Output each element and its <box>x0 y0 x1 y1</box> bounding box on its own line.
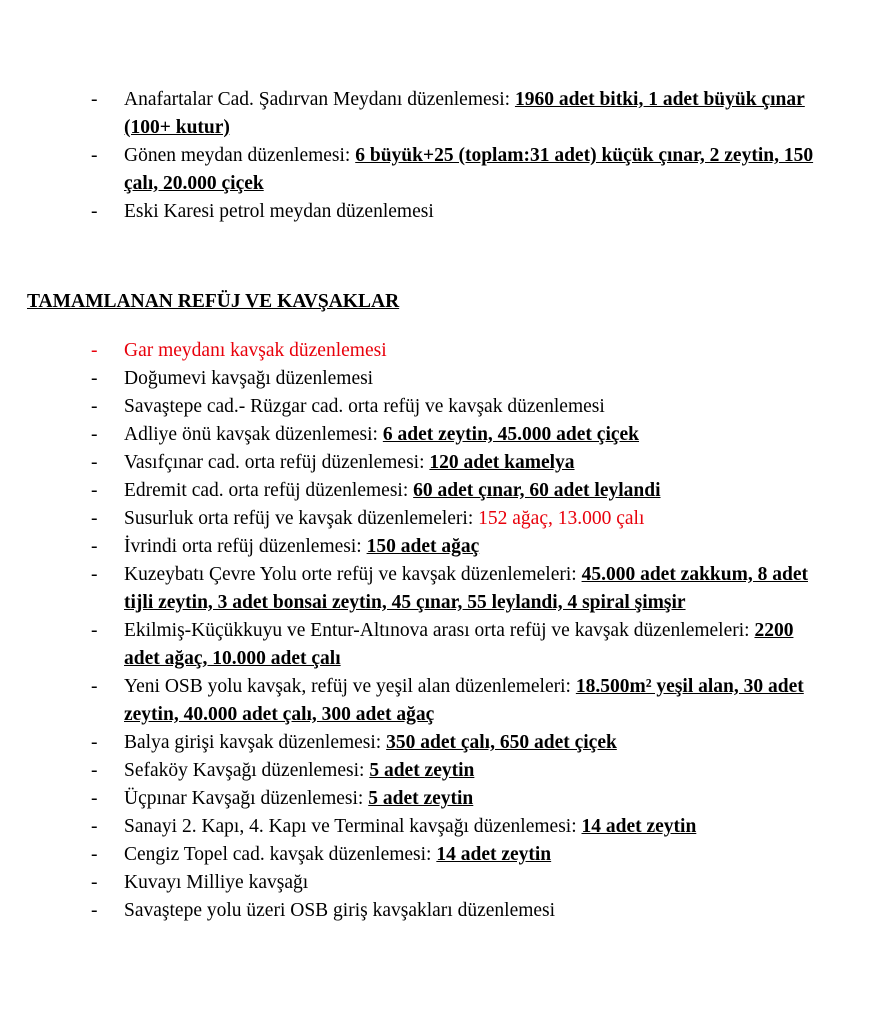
list-bullet: - <box>91 340 98 361</box>
item-quantity: 14 adet zeytin <box>581 816 697 837</box>
list-bullet: - <box>91 844 98 865</box>
item-text: Doğumevi kavşağı düzenlemesi <box>124 368 374 389</box>
item-text: Vasıfçınar cad. orta refüj düzenlemesi: <box>124 452 430 473</box>
item-text: Balya girişi kavşak düzenlemesi: <box>124 732 387 753</box>
item-text: Sanayi 2. Kapı, 4. Kapı ve Terminal kavşağı düzenlemesi: <box>124 816 582 837</box>
item-quantity: 60 adet çınar, 60 adet leylandi <box>413 480 661 501</box>
item-text: İvrindi orta refüj düzenlemesi: <box>124 536 367 557</box>
item-text: Gar meydanı kavşak düzenlemesi <box>124 340 387 361</box>
list-bullet: - <box>91 145 98 166</box>
item-quantity: 2200 adet ağaç, 10.000 adet çalı <box>124 620 794 669</box>
list-item <box>0 533 870 561</box>
item-text: Yeni OSB yolu kavşak, refüj ve yeşil alan düzenlemeleri: <box>124 676 576 697</box>
item-quantity: 45.000 adet zakkum, 8 adet tijli zeytin, 3 adet bonsai zeytin, 45 çınar, 55 leylandi, 4 spiral şimşir <box>124 564 808 613</box>
item-quantity: 152 ağaç, 13.000 çalı <box>478 508 645 529</box>
item-text: Eski Karesi petrol meydan düzenlemesi <box>124 201 434 222</box>
list-bullet: - <box>91 788 98 809</box>
item-text: Edremit cad. orta refüj düzenlemesi: <box>124 480 414 501</box>
list-item <box>0 337 870 365</box>
item-text: Gönen meydan düzenlemesi: <box>124 145 356 166</box>
list-item <box>0 841 870 869</box>
item-quantity: 350 adet çalı, 650 adet çiçek <box>386 732 617 753</box>
item-quantity: 150 adet ağaç <box>366 536 480 557</box>
list-item <box>0 477 870 505</box>
list-item <box>0 142 870 198</box>
list-bullet: - <box>91 564 98 585</box>
item-text: Adliye önü kavşak düzenlemesi: <box>124 424 383 445</box>
item-text: Kuvayı Milliye kavşağı <box>124 872 309 893</box>
list-bullet: - <box>91 396 98 417</box>
item-quantity: 14 adet zeytin <box>436 844 552 865</box>
top-list <box>0 86 870 226</box>
item-text: Anafartalar Cad. Şadırvan Meydanı düzenlemesi: <box>124 89 515 110</box>
item-text: Kuzeybatı Çevre Yolu orte refüj ve kavşak düzenlemeleri: <box>124 564 582 585</box>
list-item <box>0 393 870 421</box>
list-bullet: - <box>91 816 98 837</box>
item-quantity: 5 adet zeytin <box>369 760 475 781</box>
list-item <box>0 785 870 813</box>
list-item <box>0 449 870 477</box>
list-bullet: - <box>91 536 98 557</box>
item-quantity: 6 büyük+25 (toplam:31 adet) küçük çınar, 2 zeytin, 150 çalı, 20.000 çiçek <box>124 145 814 194</box>
list-item <box>0 617 870 673</box>
list-bullet: - <box>91 368 98 389</box>
item-text: Savaştepe yolu üzeri OSB giriş kavşakları düzenlemesi <box>124 900 556 921</box>
refuj-kavsak-list <box>0 337 870 925</box>
section-title: TAMAMLANAN REFÜJ VE KAVŞAKLAR <box>27 291 400 312</box>
list-item <box>0 86 870 142</box>
list-bullet: - <box>91 89 98 110</box>
item-quantity: 5 adet zeytin <box>368 788 474 809</box>
item-quantity: 6 adet zeytin, 45.000 adet çiçek <box>382 424 640 445</box>
item-quantity: 18.500m² yeşil alan, 30 adet zeytin, 40.000 adet çalı, 300 adet ağaç <box>124 676 804 725</box>
list-item <box>0 421 870 449</box>
list-item <box>0 729 870 757</box>
list-bullet: - <box>91 620 98 641</box>
list-item <box>0 505 870 533</box>
list-item <box>0 365 870 393</box>
list-item <box>0 561 870 617</box>
item-quantity: 120 adet kamelya <box>429 452 575 473</box>
list-bullet: - <box>91 872 98 893</box>
list-item <box>0 673 870 729</box>
list-item <box>0 897 870 925</box>
list-bullet: - <box>91 900 98 921</box>
list-item <box>0 869 870 897</box>
list-bullet: - <box>91 508 98 529</box>
list-item <box>0 813 870 841</box>
item-text: Savaştepe cad.- Rüzgar cad. orta refüj ve kavşak düzenlemesi <box>124 396 605 417</box>
item-text: Susurluk orta refüj ve kavşak düzenlemeleri: <box>124 508 479 529</box>
item-text: Üçpınar Kavşağı düzenlemesi: <box>124 788 369 809</box>
list-item <box>0 198 870 226</box>
item-text: Sefaköy Kavşağı düzenlemesi: <box>124 760 370 781</box>
list-bullet: - <box>91 732 98 753</box>
item-text: Ekilmiş-Küçükkuyu ve Entur-Altınova arası orta refüj ve kavşak düzenlemeleri: <box>124 620 755 641</box>
list-bullet: - <box>91 676 98 697</box>
item-quantity: 1960 adet bitki, 1 adet büyük çınar (100+ kutur) <box>124 89 805 138</box>
list-bullet: - <box>91 424 98 445</box>
list-bullet: - <box>91 760 98 781</box>
list-bullet: - <box>91 452 98 473</box>
list-bullet: - <box>91 201 98 222</box>
list-bullet: - <box>91 480 98 501</box>
list-item <box>0 757 870 785</box>
item-text: Cengiz Topel cad. kavşak düzenlemesi: <box>124 844 437 865</box>
